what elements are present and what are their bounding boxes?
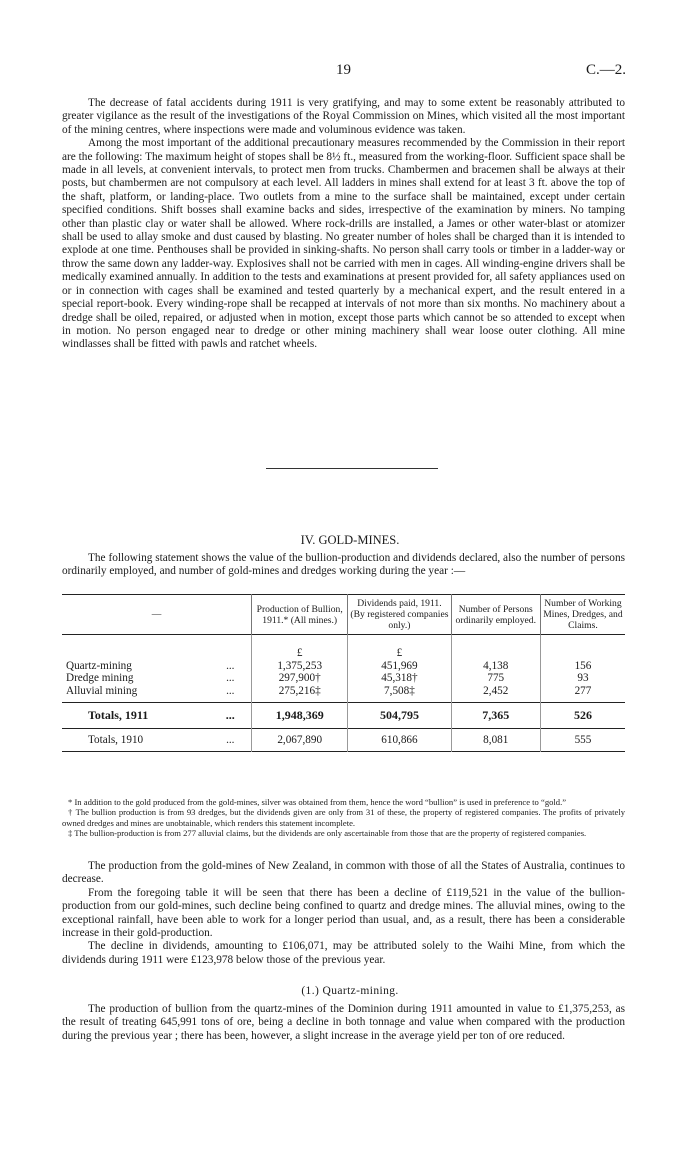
paragraph: The production of bullion from the quartz-mines of the Dominion during 1911 amounted in value to £1,375,253, as the result of treating 645,991 tons of ore, being a decline in both tonnage and value when compared with the production during the previous year ; there has been, however, a slight increase in the average yield per ton of ore reduced.	[62, 1003, 625, 1042]
paragraph: The decrease of fatal accidents during 1911 is very gratifying, and may to some extent be reasonably attributed to greater vigilance as the result of the investigations of the Royal Commission on Mines, which visited all the most important of the mining centres, where inspections were made and voluminous evidence was taken.	[62, 97, 625, 136]
persons-cell: 775	[451, 672, 540, 685]
paragraph: The decline in dividends, amounting to £106,071, may be attributed solely to the Waihi Mine, from which the dividends during 1911 were £123,978 below those of the previous year.	[62, 940, 625, 966]
leader-dots: ...	[226, 684, 235, 697]
row-label: Totals, 1911	[88, 708, 149, 722]
quartz-section	[62, 1003, 625, 1043]
row-label: Dredge mining	[66, 672, 134, 684]
production-cell: 1,948,369	[252, 703, 348, 729]
gold-discussion	[62, 860, 625, 967]
production-cell: 2,067,890	[252, 728, 348, 752]
paper-reference: C.—2.	[586, 62, 627, 78]
dividends-cell: 45,318†	[348, 672, 451, 685]
row-label: Alluvial mining	[66, 684, 138, 697]
row-label: Totals, 1910	[88, 733, 144, 746]
production-cell: 275,216‡	[252, 685, 348, 703]
leader-dots: ...	[225, 708, 235, 722]
section-divider	[266, 468, 438, 469]
production-cell: 297,900†	[252, 672, 348, 685]
persons-cell: 7,365	[451, 703, 540, 729]
table-row	[62, 672, 625, 685]
persons-cell: 8,081	[451, 728, 540, 752]
dividends-cell: 451,969	[348, 660, 451, 673]
intro-section	[62, 97, 625, 352]
page-number: 19	[336, 62, 351, 78]
mines-cell: 277	[540, 685, 625, 703]
header-blank: —	[151, 609, 162, 620]
row-label: Quartz-mining	[66, 659, 132, 672]
dividends-cell: 504,795	[348, 703, 451, 729]
header-mines: Number of Working Mines, Dredges, and Claims.	[540, 595, 625, 635]
footnote: † The bullion production is from 93 dredges, but the dividends given are only from 31 of these, the property of registered companies. The profits of privately owned dredges and mines are unobtainable, which renders this statement incomplete.	[62, 807, 625, 828]
header-dividends: Dividends paid, 1911. (By registered companies only.)	[348, 595, 451, 635]
currency-symbol: £	[252, 635, 348, 660]
production-cell: 1,375,253	[252, 660, 348, 673]
leader-dots: ...	[226, 672, 235, 684]
subsection-heading: (1.) Quartz-mining.	[301, 985, 399, 997]
gold-mines-table	[62, 594, 625, 752]
header-production: Production of Bullion, 1911.* (All mines.)	[252, 595, 348, 635]
paragraph: From the foregoing table it will be seen that there has been a decline of £119,521 in the value of the bullion-production from our gold-mines, such decline being confined to quartz and dredge mines. The alluvial mines, owing to the exceptional rainfall, have been able to work for a longer period than usual, and, as a result, there has been a considerable increase in their gold-production.	[62, 886, 625, 940]
table-footnotes	[62, 797, 625, 838]
footnote: ‡ The bullion-production is from 277 alluvial claims, but the dividends are only ascertainable from those that are the property of registered companies.	[68, 827, 587, 838]
paragraph: The following statement shows the value of the bullion-production and dividends declared, also the number of persons ordinarily employed, and number of gold-mines and dredges working during the year :—	[62, 552, 625, 578]
paragraph: Among the most important of the additional precautionary measures recommended by the Commission in their report are the following: The maximum height of stopes shall be 8½ ft., measured from the working-floor. Sufficient space shall be made in all levels, at convenient intervals, to protect men from trucks. Chambermen and bracemen shall be always at their posts, but chambermen are not compulsory at each level. All ladders in mines shall extend for at least 3 ft. above the top of the shaft, platform, or landing-place. Two outlets from a mine to the surface shall be maintained, except under certain specified conditions. Shift bosses shall examine backs and sides, irrespective of the examination by miners. No tamping other than plastic clay or water shall be allowed. Where rock-drills are installed, a James or other water-blast or atomizer shall be used to allay smoke and dust caused by blasting. No greater number of holes shall be charged than it is intended to explode at one time. Penthouses shall be provided in sinking-shafts. No person shall carry tools or timber in a ladder-way or throw the same down any ladder-way. Explosives shall not be carried with men in cages. All winding-engine drivers shall be medically examined annually. In addition to the tests and examinations at present provided for, all safety appliances used on or in connection with cages shall be examined and tested quarterly by a mechanical expert, and the result entered in a special report-book. Every winding-rope shall be recapped at intervals of not more than six months. No machinery about a dredge shall be oiled, repaired, or adjusted when in motion, except those parts which cannot be so attended to except when in motion. No person engaged near to dredge or other mining machinery shall wear loose outer clothing. All mine windlasses shall be fitted with pawls and ratchet wheels.	[62, 137, 625, 351]
totals-1911-row	[62, 703, 625, 729]
currency-symbol: £	[348, 635, 451, 660]
mines-cell: 555	[540, 728, 625, 752]
statement-paragraph	[62, 552, 625, 579]
currency-row	[62, 635, 625, 660]
mines-cell: 93	[540, 672, 625, 685]
table-row	[62, 660, 625, 673]
mines-cell: 156	[540, 660, 625, 673]
table-row	[62, 685, 625, 703]
mines-cell: 526	[540, 703, 625, 729]
table-header-row	[62, 595, 625, 635]
header-persons: Number of Persons ordinarily employed.	[451, 595, 540, 635]
persons-cell: 4,138	[451, 660, 540, 673]
section-heading: IV. GOLD-MINES.	[300, 533, 400, 547]
persons-cell: 2,452	[451, 685, 540, 703]
paragraph: The production from the gold-mines of New Zealand, in common with those of all the States of Australia, continues to decrease.	[62, 860, 625, 886]
dividends-cell: 610,866	[348, 728, 451, 752]
leader-dots: ...	[226, 659, 235, 672]
footnote: * In addition to the gold produced from the gold-mines, silver was obtained from them, hence the word “bullion” is used in preference to “gold.”	[68, 797, 567, 807]
leader-dots: ...	[226, 733, 235, 746]
dividends-cell: 7,508‡	[348, 685, 451, 703]
totals-1910-row	[62, 728, 625, 752]
